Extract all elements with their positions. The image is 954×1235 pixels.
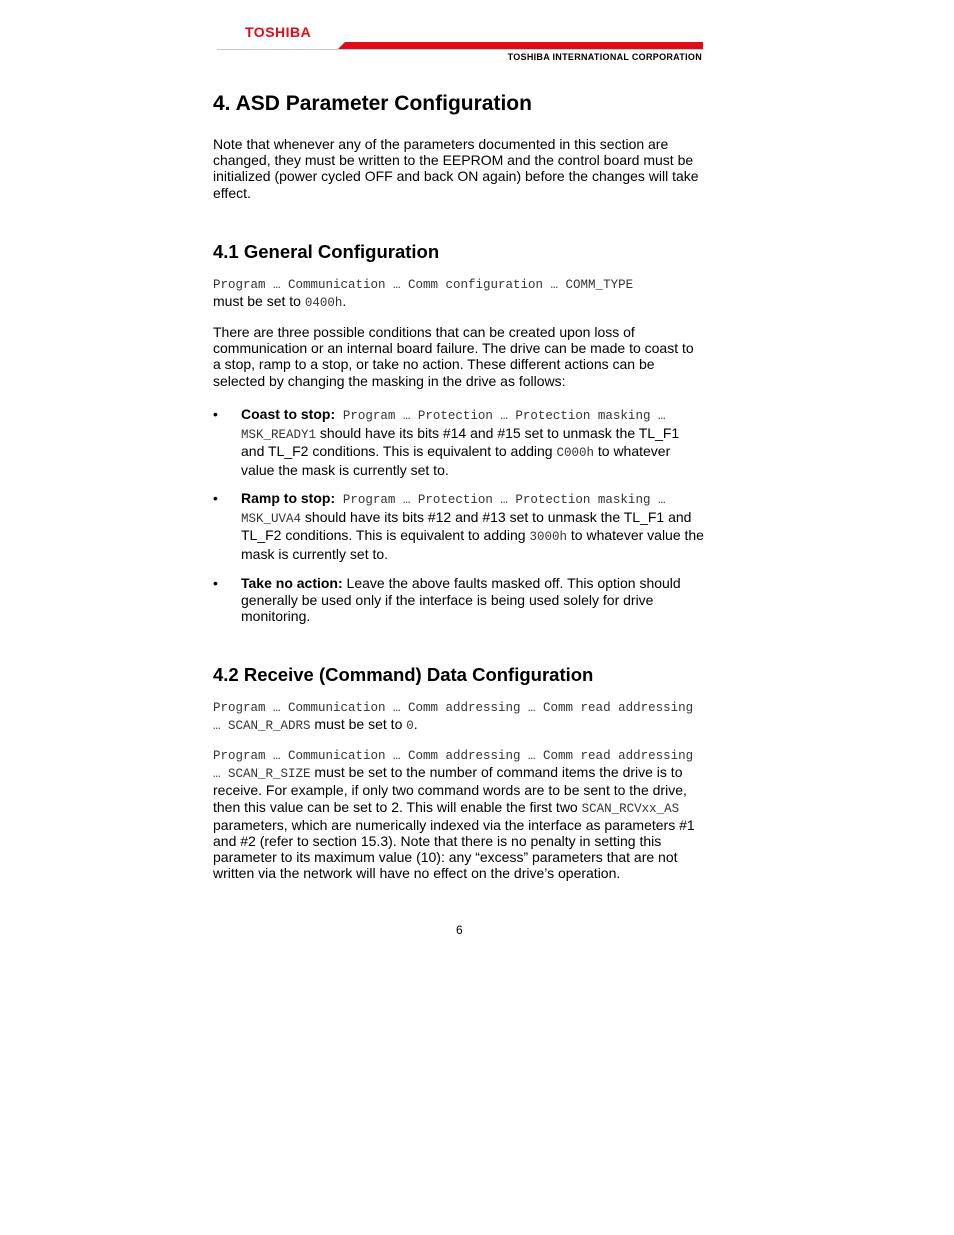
parameter-path: Program … Communication … Comm configuration … COMM_TYPE [213,278,634,292]
scan-r-size-paragraph [213,746,705,882]
parameter-path: Program … Communication … Comm addressing … Comm read addressing … SCAN_R_ADRS [213,701,694,734]
bullet-text: should have its bits #12 and #13 set to unmask the TL_F1 and TL_F2 conditions. This is equivalent to adding [241,508,692,544]
intro-text: Note that whenever any of the parameters documented in this section are changed, they must be written to the EEPROM and the control board must be initialized (power cycled OFF and back ON again) before the changes will take effect. [213,136,699,201]
bullet-dot: • [213,575,218,591]
bullet-text: Leave the above faults masked off. This option should generally be used only if the interface is being used solely for drive monitoring. [241,575,681,625]
intro-paragraph [213,136,705,201]
conditions-text: There are three possible conditions that can be created upon loss of communication or an internal board failure. The drive can be made to coast to a stop, ramp to a stop, or take no action. These different actions can be selected by changing the masking in the drive as follows: [213,324,694,389]
must-be-set-text: must be set to [213,293,305,310]
mask-value: 3000h [529,530,567,545]
bullet-label: Take no action: [241,575,343,591]
bullet-ramp-to-stop [213,490,705,562]
bullet-take-no-action [213,575,705,625]
parameter-value: 0 [406,719,414,734]
parameter-path: Program … Protection … Protection masking … MSK_READY1 [241,409,666,442]
section-heading-receive: 4.2 Receive (Command) Data Configuration [213,664,594,685]
bullet-label: Ramp to stop: [241,490,336,506]
bullet-text-end: to whatever value the mask is currently set to. [241,527,704,562]
header-red-bar [217,42,703,50]
paragraph-text: must be set to the number of command items the drive is to receive. For example, if only two command words are to be sent to the drive, then this value can be set to 2. This will enable the first two [213,764,687,815]
parameter-value: 0400h [304,296,343,311]
parameter-path: Program … Communication … Comm addressing … Comm read addressing … SCAN_R_SIZE [213,749,694,782]
comm-type-paragraph [213,275,705,311]
corporation-name: TOSHIBA INTERNATIONAL CORPORATION [507,52,702,62]
parameter-path: Program … Protection … Protection masking … MSK_UVA4 [241,493,666,526]
bullet-dot: • [213,490,218,506]
must-be-set-text: must be set to [310,716,407,733]
bullet-coast-to-stop [213,406,705,478]
parameter-code: SCAN_RCVxx_AS [581,801,680,816]
period: . [413,716,418,733]
section-heading-general: 4.1 General Configuration [213,241,440,262]
toshiba-logo: TOSHIBA [245,24,312,40]
mask-value: C000h [556,446,594,461]
paragraph-text-end: parameters, which are numerically indexed via the interface as parameters #1 and #2 (refer to section 15.3). Note that there is no penalty in setting this parameter to its maximum value (10): any “excess” parameters that are not written via the network will have no effect on the drive’s operation. [213,816,695,882]
page-title: 4. ASD Parameter Configuration [213,92,532,115]
conditions-paragraph [213,324,705,389]
bullet-text: should have its bits #14 and #15 set to unmask the TL_F1 and TL_F2 conditions. This is equivalent to adding [241,424,680,460]
bullet-text-end: to whatever value the mask is currently set to. [241,443,671,478]
bullet-dot: • [213,406,218,422]
scan-r-adrs-paragraph [213,698,705,734]
period: . [342,293,347,310]
page-number: 6 [456,923,463,937]
bullet-label: Coast to stop: [241,406,336,422]
